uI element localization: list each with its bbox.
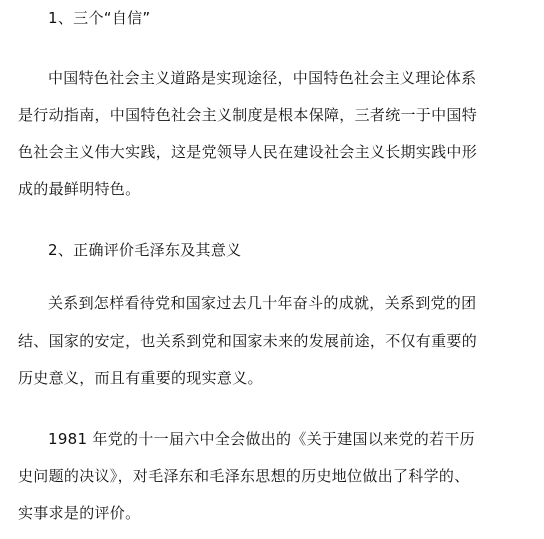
section-2-paragraph-1-line-1: 关系到怎样看待党和国家过去几十年奋斗的成就，关系到党的团 (48, 294, 477, 312)
section-2-paragraph-1-line-2: 结、国家的安定，也关系到党和国家未来的发展前途，不仅有重要的 (18, 332, 478, 350)
section-1-paragraph-line-3: 色社会主义伟大实践，这是党领导人民在建设社会主义长期实践中形 (18, 143, 478, 161)
section-1-paragraph-line-1: 中国特色社会主义道路是实现途径，中国特色社会主义理论体系 (48, 69, 477, 87)
section-2-paragraph-2-line-3: 实事求是的评价。 (18, 504, 141, 522)
section-2-paragraph-1-line-3: 历史意义，而且有重要的现实意义。 (18, 369, 263, 387)
section-1-paragraph-line-2: 是行动指南，中国特色社会主义制度是根本保障，三者统一于中国特 (18, 106, 478, 124)
section-1-paragraph-line-4: 成的最鲜明特色。 (18, 180, 141, 198)
section-2-heading: 2、正确评价毛泽东及其意义 (48, 241, 242, 259)
section-2-paragraph-2-line-2: 史问题的决议》，对毛泽东和毛泽东思想的历史地位做出了科学的、 (18, 467, 470, 485)
section-1-heading: 1、三个“自信” (48, 9, 151, 27)
section-2-paragraph-2-line-1: 1981 年党的十一届六中全会做出的《关于建国以来党的若干历 (48, 430, 475, 448)
